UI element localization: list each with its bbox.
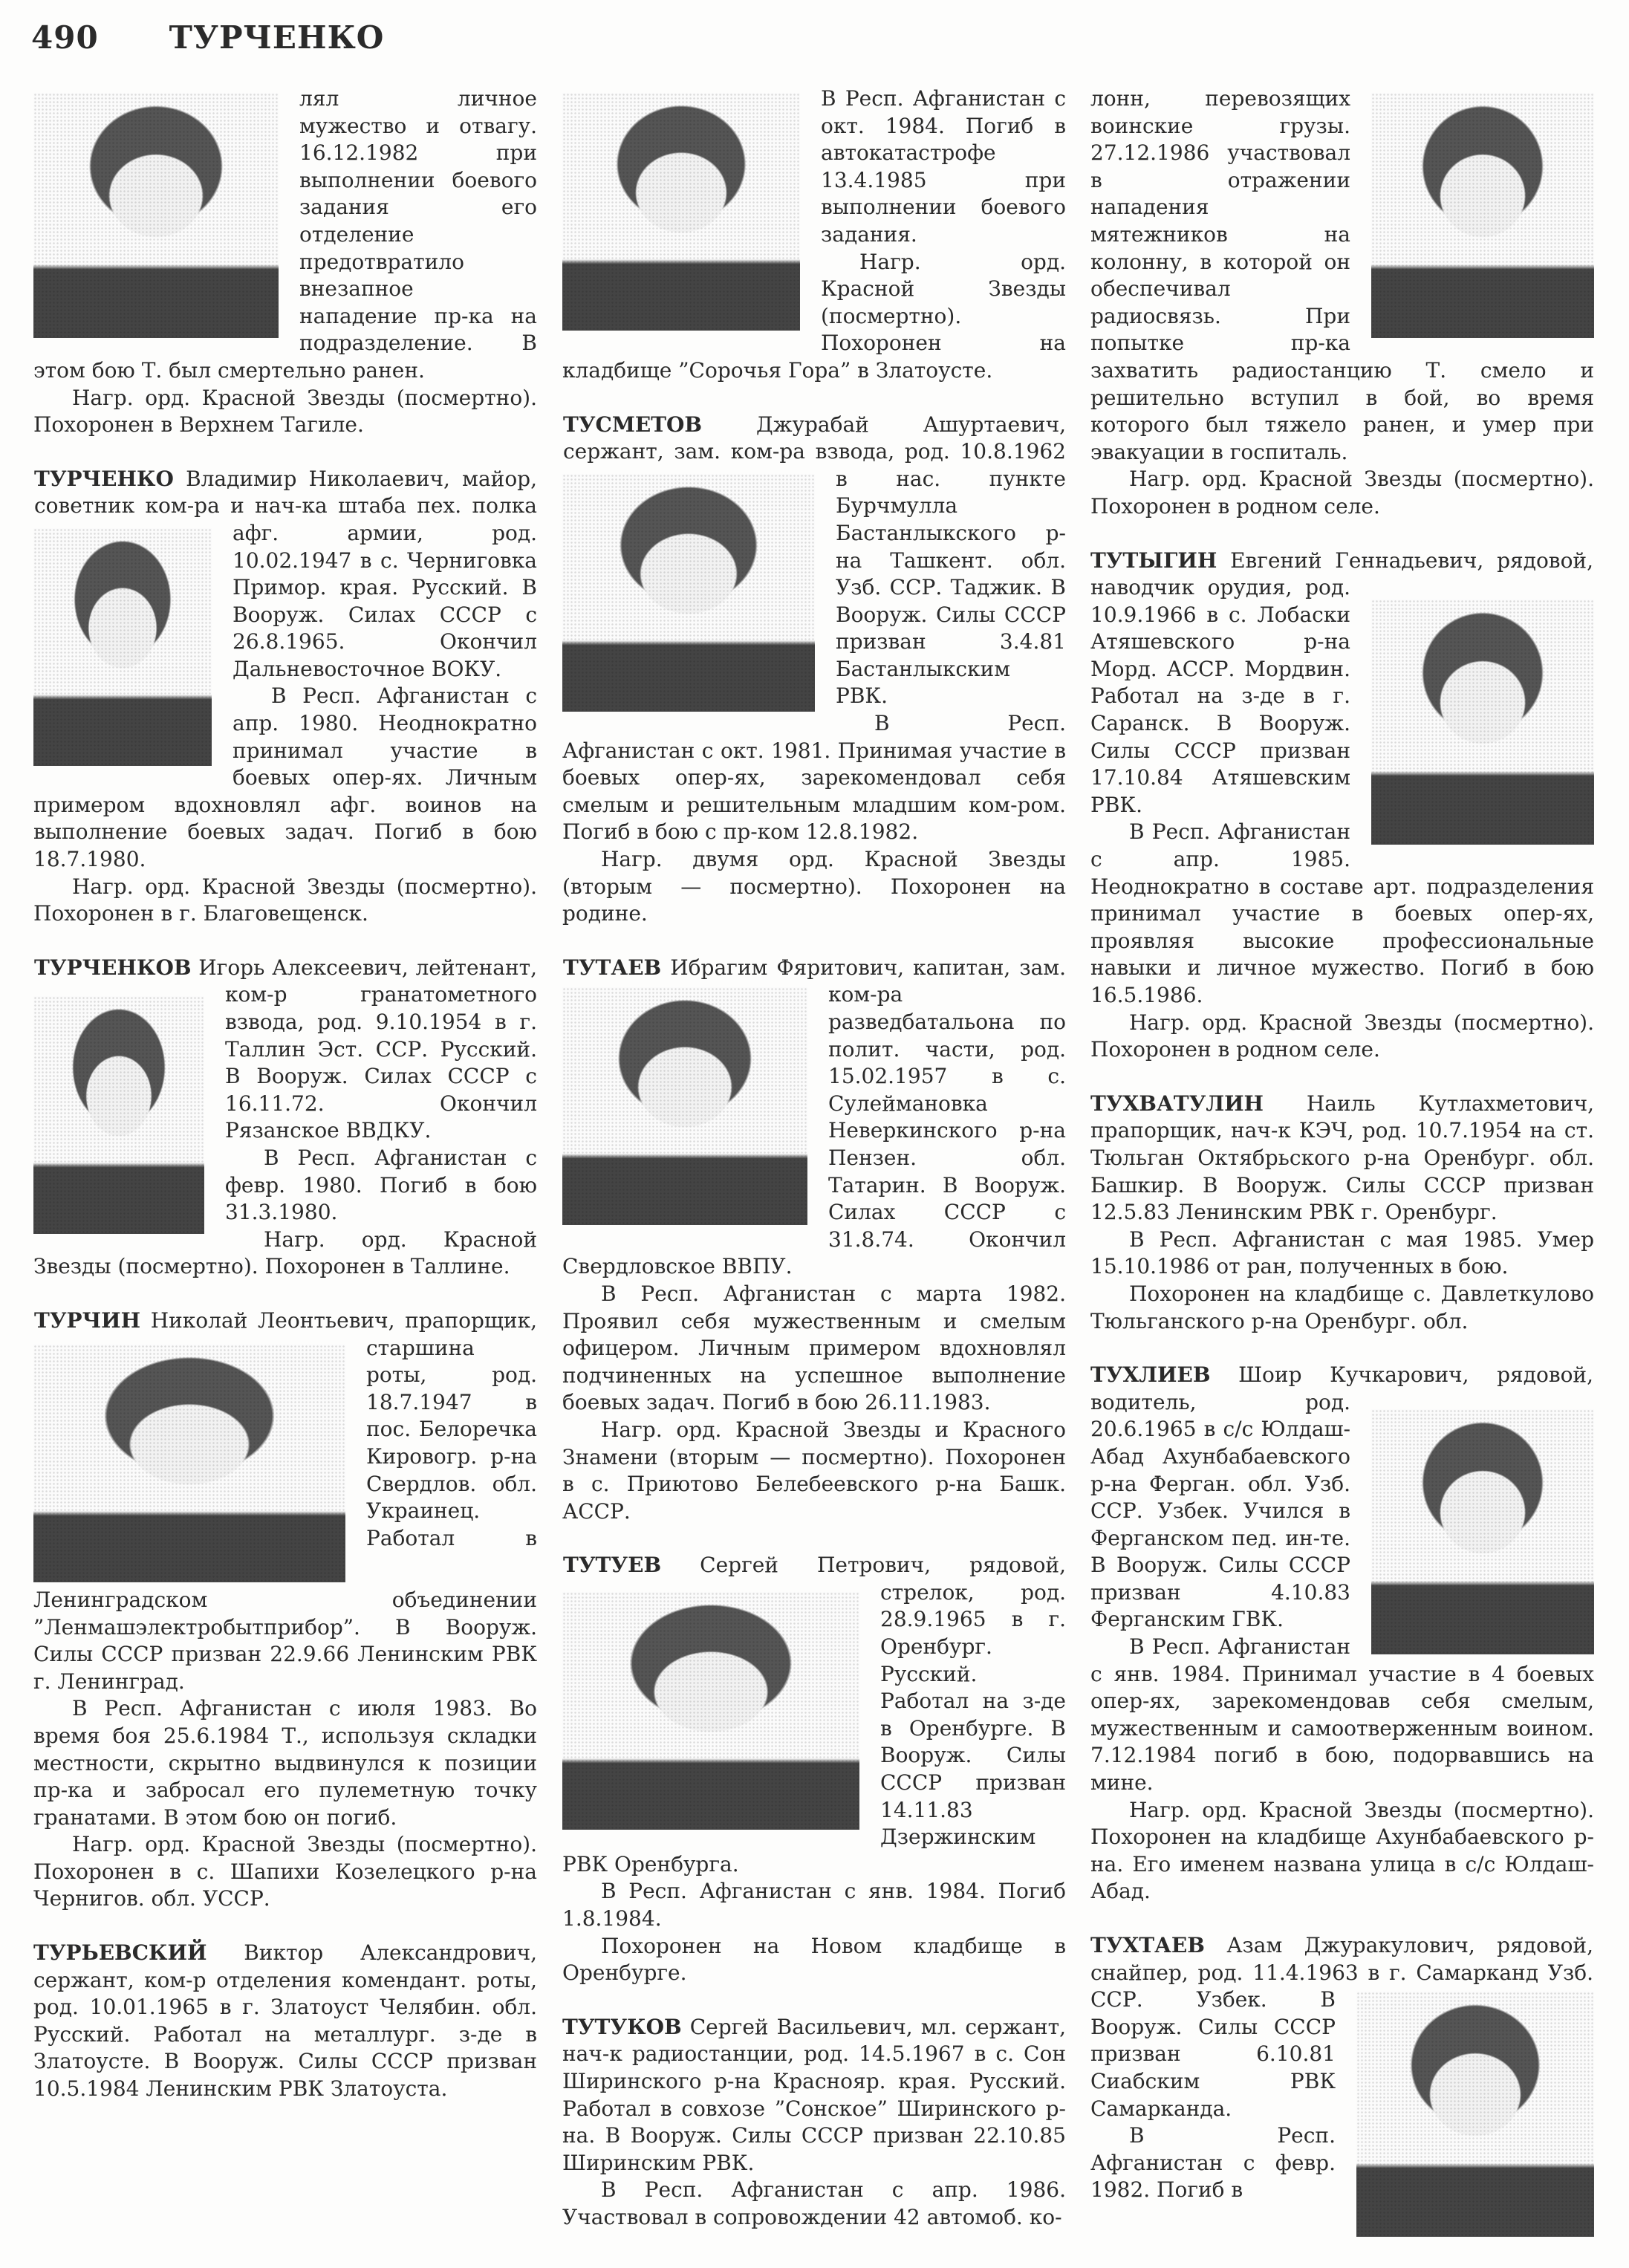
entry-paragraph: Нагр. орд. Красной Звезды (посмертно). Похоронен в Таллине. <box>33 1226 537 1279</box>
portrait-photo <box>562 1592 859 1830</box>
bio-details: Евгений Геннадьевич, рядовой, наводчик орудия, род. 10.9.1966 в с. Лобаски Атяшевского р-на Морд. АССР. Мордвин. Работал на з-де в г. Саранск. В Вооруж. Силы СССР призван 17.10.84 Атяшевским РВК. <box>1090 547 1593 817</box>
entry-turyevsky-cont <box>562 85 1066 385</box>
portrait-photo <box>1371 600 1594 845</box>
portrait-photo <box>1371 93 1594 338</box>
entry-paragraph: Нагр. орд. Красной Звезды (посмертно). Похоронен на кладбище Ахунбабаевского р-на. Его именем названа улица в с/с Юлдаш-Абад. <box>1090 1797 1594 1904</box>
surname: ТУТУЕВ <box>563 1553 662 1578</box>
portrait-photo <box>33 93 279 338</box>
surname: ТУХЛИЕВ <box>1090 1362 1211 1388</box>
entry-tutukov <box>562 2014 1066 2232</box>
entry-tukhliev <box>1090 1362 1594 1905</box>
portrait-photo <box>1371 1409 1594 1654</box>
portrait-photo <box>562 987 807 1225</box>
entry-paragraph: В Респ. Афганистан с янв. 1984. Принимал участие в 4 боевых опер-ях, зарекомендовав себя смелым, мужественным и самоотверженным воином. 7.12.1984 погиб в бою, подорвавшись на мине. <box>1090 1634 1594 1796</box>
entry-turyevsky <box>33 1940 537 2103</box>
entry-tutygin <box>1090 547 1594 1064</box>
column-2 <box>562 85 1066 2258</box>
entry-paragraph: В Респ. Афганистан с февр. 1982. Погиб в <box>1090 2123 1336 2203</box>
bio-details: Сергей Петрович, рядовой, стрелок, род. 28.9.1965 в г. Оренбург. Русский. Работал на з-де в Оренбурге. В Вооруж. Силы СССР призван 14.11.83 Дзержинским РВК Оренбурга. <box>562 1553 1066 1877</box>
entry-paragraph: Нагр. орд. Красной Звезды (посмертно). Похоронен на кладбище ”Сорочья Гора” в Златоусте. <box>562 249 1066 383</box>
entry-tutaev <box>562 955 1066 1525</box>
column-1 <box>33 85 537 2130</box>
portrait-photo <box>33 528 212 766</box>
entry-paragraph: В Респ. Афганистан с апр. 1980. Неоднократно принимал участие в боевых опер-ях. Личным примером вдохновлял афг. воинов на выполнение боевых задач. Погиб в бою 18.7.1980. <box>33 683 537 872</box>
surname: ТУТАЕВ <box>563 955 662 980</box>
bio-details: Владимир Николаевич, майор, советник ком-ра и нач-ка штаба пех. полка афг. армии, род. 10.02.1947 в с. Черниговка Примор. края. Русский. В Вооруж. Силах СССР с 26.8.1965. Окончил Дальневосточное ВОКУ. <box>34 466 537 681</box>
bio-details: Сергей Васильевич, мл. сержант, нач-к радиостанции, род. 14.5.1967 в с. Сон Ширинского р-на Краснояр. края. Русский. Работал в совхозе ”Сонское” Ширинского р-на. В Вооруж. Силы СССР призван 22.10.85 Ширинским РВК. <box>562 2014 1066 2175</box>
entry-paragraph: В Респ. Афганистан с июля 1983. Во время боя 25.6.1984 Т., используя складки местности, скрытно выдвинулся к позиции пр-ка и забросал его пулеметную точку гранатами. В этом бою он погиб. <box>33 1696 537 1830</box>
entry-paragraph: Нагр. орд. Красной Звезды (посмертно). Похоронен в родном селе. <box>1090 467 1594 519</box>
entry-tukhtaev <box>1090 1932 1594 2241</box>
float-spacer <box>1593 547 1594 600</box>
entry-paragraph: В Респ. Афганистан с апр. 1985. Неоднократно в составе арт. подразделения принимал участие в боевых опер-ях, проявляя высокие профессиональные навыки и личное мужество. Погиб в бою 16.5.1986. <box>1090 819 1594 1007</box>
float-spacer <box>1593 1932 1594 1992</box>
entry-paragraph: В Респ. Афганистан с окт. 1984. Погиб в автокатастрофе 13.4.1985 при выполнении боевого задания. <box>821 86 1066 247</box>
entry-tutuev <box>562 1552 1066 1987</box>
portrait-photo <box>562 93 800 331</box>
portrait-photo <box>33 996 204 1234</box>
bio-details: Николай Леонтьевич, прапорщик, старшина роты, род. 18.7.1947 в пос. Белоречка Кировогр. р-на Свердлов. обл. Украинец. Работал в Ленинградском объединении ”Ленмашэлектробытприбор”. В Вооруж. Силы СССР призван 22.9.66 Ленинским РВК г. Ленинград. <box>33 1307 537 1694</box>
entry-turchin <box>33 1307 537 1913</box>
bio-details: Азам Джуракулович, рядовой, снайпер, род. 11.4.1963 в г. Самарканд Узб. ССР. Узбек. В Вооруж. Силы СССР призван 6.10.81 Сиабским РВК Самарканда. <box>1090 1933 1593 2121</box>
surname: ТУРЧЕНКО <box>34 466 174 491</box>
surname: ТУХВАТУЛИН <box>1090 1091 1264 1116</box>
surname: ТУТУКОВ <box>562 2014 682 2039</box>
entry-tutukov-cont <box>1090 85 1594 521</box>
running-title: ТУРЧЕНКО <box>169 19 385 56</box>
surname: ТУХТАЕВ <box>1090 1933 1205 1957</box>
bio-details: Шоир Кучкарович, рядовой, водитель, род. 20.6.1965 в с/с Юлдаш-Абад Ахунбабаевского р-на Ферган. обл. Узб. ССР. Узбек. Учился в Ферганском пед. ин-те. В Вооруж. Силы СССР призван 4.10.83 Ферганским ГВК. <box>1090 1362 1593 1632</box>
entry-paragraph: В Респ. Афганистан с февр. 1980. Погиб в бою 31.3.1980. <box>225 1145 537 1225</box>
column-3 <box>1090 85 1594 2268</box>
entry-paragraph: Нагр. двумя орд. Красной Звезды (вторым — посмертно). Похоронен на родине. <box>562 847 1066 926</box>
entry-paragraph: В Респ. Афганистан с апр. 1986. Участвовал в сопровождении 42 автомоб. ко- <box>562 2177 1066 2229</box>
bio-details: Игорь Алексеевич, лейтенант, ком-р гранатометного взвода, род. 9.10.1954 в г. Таллин Эст. ССР. Русский. В Вооруж. Силах СССР с 16.11.72. Окончил Рязанское ВВДКУ. <box>191 955 537 1143</box>
entry-paragraph: Похоронен на кладбище с. Давлеткулово Тюльганского р-на Оренбург. обл. <box>1090 1281 1594 1333</box>
entry-heading <box>562 2014 1066 2177</box>
portrait-photo <box>562 474 815 712</box>
entry-paragraph: В Респ. Афганистан с янв. 1984. Погиб 1.8.1984. <box>562 1879 1066 1931</box>
entry-tusmetov <box>562 412 1066 928</box>
entry-paragraph: лонн, перевозящих воинские грузы. 27.12.1986 участвовал в отражении нападения мятежников на колонну, в которой он обеспечивал радиосвязь. При попытке пр-ка захватить радиостанцию Т. смело и решительно вступил в бой, во время которого был тяжело ранен, и умер при эвакуации в госпиталь. <box>1090 86 1594 464</box>
entry-paragraph: Нагр. орд. Красной Звезды (посмертно). Похоронен в с. Шапихи Козелецкого р-на Чернигов. обл. УССР. <box>33 1832 537 1911</box>
entry-paragraph: В Респ. Афганистан с окт. 1981. Принимая участие в боевых опер-ях, зарекомендовал себя смелым и решительным младшим ком-ром. Погиб в бою с пр-ком 12.8.1982. <box>562 711 1066 845</box>
entry-paragraph: В Респ. Афганистан с мая 1985. Умер 15.10.1986 от ран, полученных в бою. <box>1090 1226 1594 1279</box>
bio-details: Наиль Кутлахметович, прапорщик, нач-к КЭЧ, род. 10.7.1954 на ст. Тюльган Октябрьского р-на Оренбург. обл. Башкир. В Вооруж. Силы СССР призван 12.5.83 Ленинским РВК г. Оренбург. <box>1090 1091 1594 1225</box>
entry-turchenkov <box>33 955 537 1281</box>
float-spacer <box>1593 1362 1594 1409</box>
page-header <box>31 19 384 56</box>
bio-details: Ибрагим Фяритович, капитан, зам. ком-ра разведбатальона по полит. части, род. 15.02.1957 в с. Сулеймановка Неверкинского р-на Пензен. обл. Татарин. В Вооруж. Силах СССР с 31.8.74. Окончил Свердловское ВВПУ. <box>562 955 1066 1279</box>
surname: ТУРЬЕВСКИЙ <box>33 1940 207 1966</box>
entry-paragraph: лял личное мужество и отвагу. 16.12.1982 при выполнении боевого задания его отделение предотвратило внезапное нападение пр-ка на подразделение. В этом бою Т. был смертельно ранен. <box>33 86 537 383</box>
surname: ТУТЫГИН <box>1090 547 1217 573</box>
entry-paragraph: Нагр. орд. Красной Звезды (посмертно). Похоронен в родном селе. <box>1090 1010 1594 1062</box>
bio-details: Виктор Александрович, сержант, ком-р отделения комендант. роты, род. 10.01.1965 в г. Златоуст Челябин. обл. Русский. Работал на металлург. з-де в Златоусте. В Вооруж. Силы СССР призван 10.5.1984 Ленинским РВК Златоуста. <box>33 1940 537 2102</box>
surname: ТУРЧИН <box>34 1307 141 1333</box>
entry-turchenko-cont <box>33 85 537 439</box>
surname: ТУРЧЕНКОВ <box>34 955 192 980</box>
entry-tukhvatulin <box>1090 1091 1594 1335</box>
entry-paragraph: Нагр. орд. Красной Звезды (посмертно). Похоронен в г. Благовещенск. <box>33 874 537 926</box>
entry-paragraph: Нагр. орд. Красной Звезды и Красного Знамени (вторым — посмертно). Похоронен в с. Приютово Белебеевского р-на Башк. АССР. <box>562 1417 1066 1524</box>
bio-details: Джурабай Ашуртаевич, сержант, зам. ком-ра взвода, род. 10.8.1962 в нас. пункте Бурчмулла Бастанлыкского р-на Ташкент. обл. Узб. ССР. Таджик. В Вооруж. Силы СССР призван 3.4.81 Бастанлыкским РВК. <box>563 412 1066 709</box>
entry-heading <box>33 1940 537 2103</box>
entry-paragraph: Нагр. орд. Красной Звезды (посмертно). Похоронен в Верхнем Тагиле. <box>33 385 537 438</box>
entry-turchenko-vn <box>33 466 537 928</box>
entry-heading <box>1090 1091 1594 1226</box>
page-number: 490 <box>31 19 99 56</box>
surname: ТУСМЕТОВ <box>563 412 703 437</box>
portrait-photo <box>33 1345 345 1582</box>
entry-paragraph: В Респ. Афганистан с марта 1982. Проявил себя мужественным и смелым офицером. Личным примером вдохновлял подчиненных на успешное выполнение боевых задач. Погиб в бою 26.11.1983. <box>562 1281 1066 1415</box>
entry-paragraph: Похоронен на Новом кладбище в Оренбурге. <box>562 1933 1066 1986</box>
portrait-photo <box>1356 1992 1594 2237</box>
